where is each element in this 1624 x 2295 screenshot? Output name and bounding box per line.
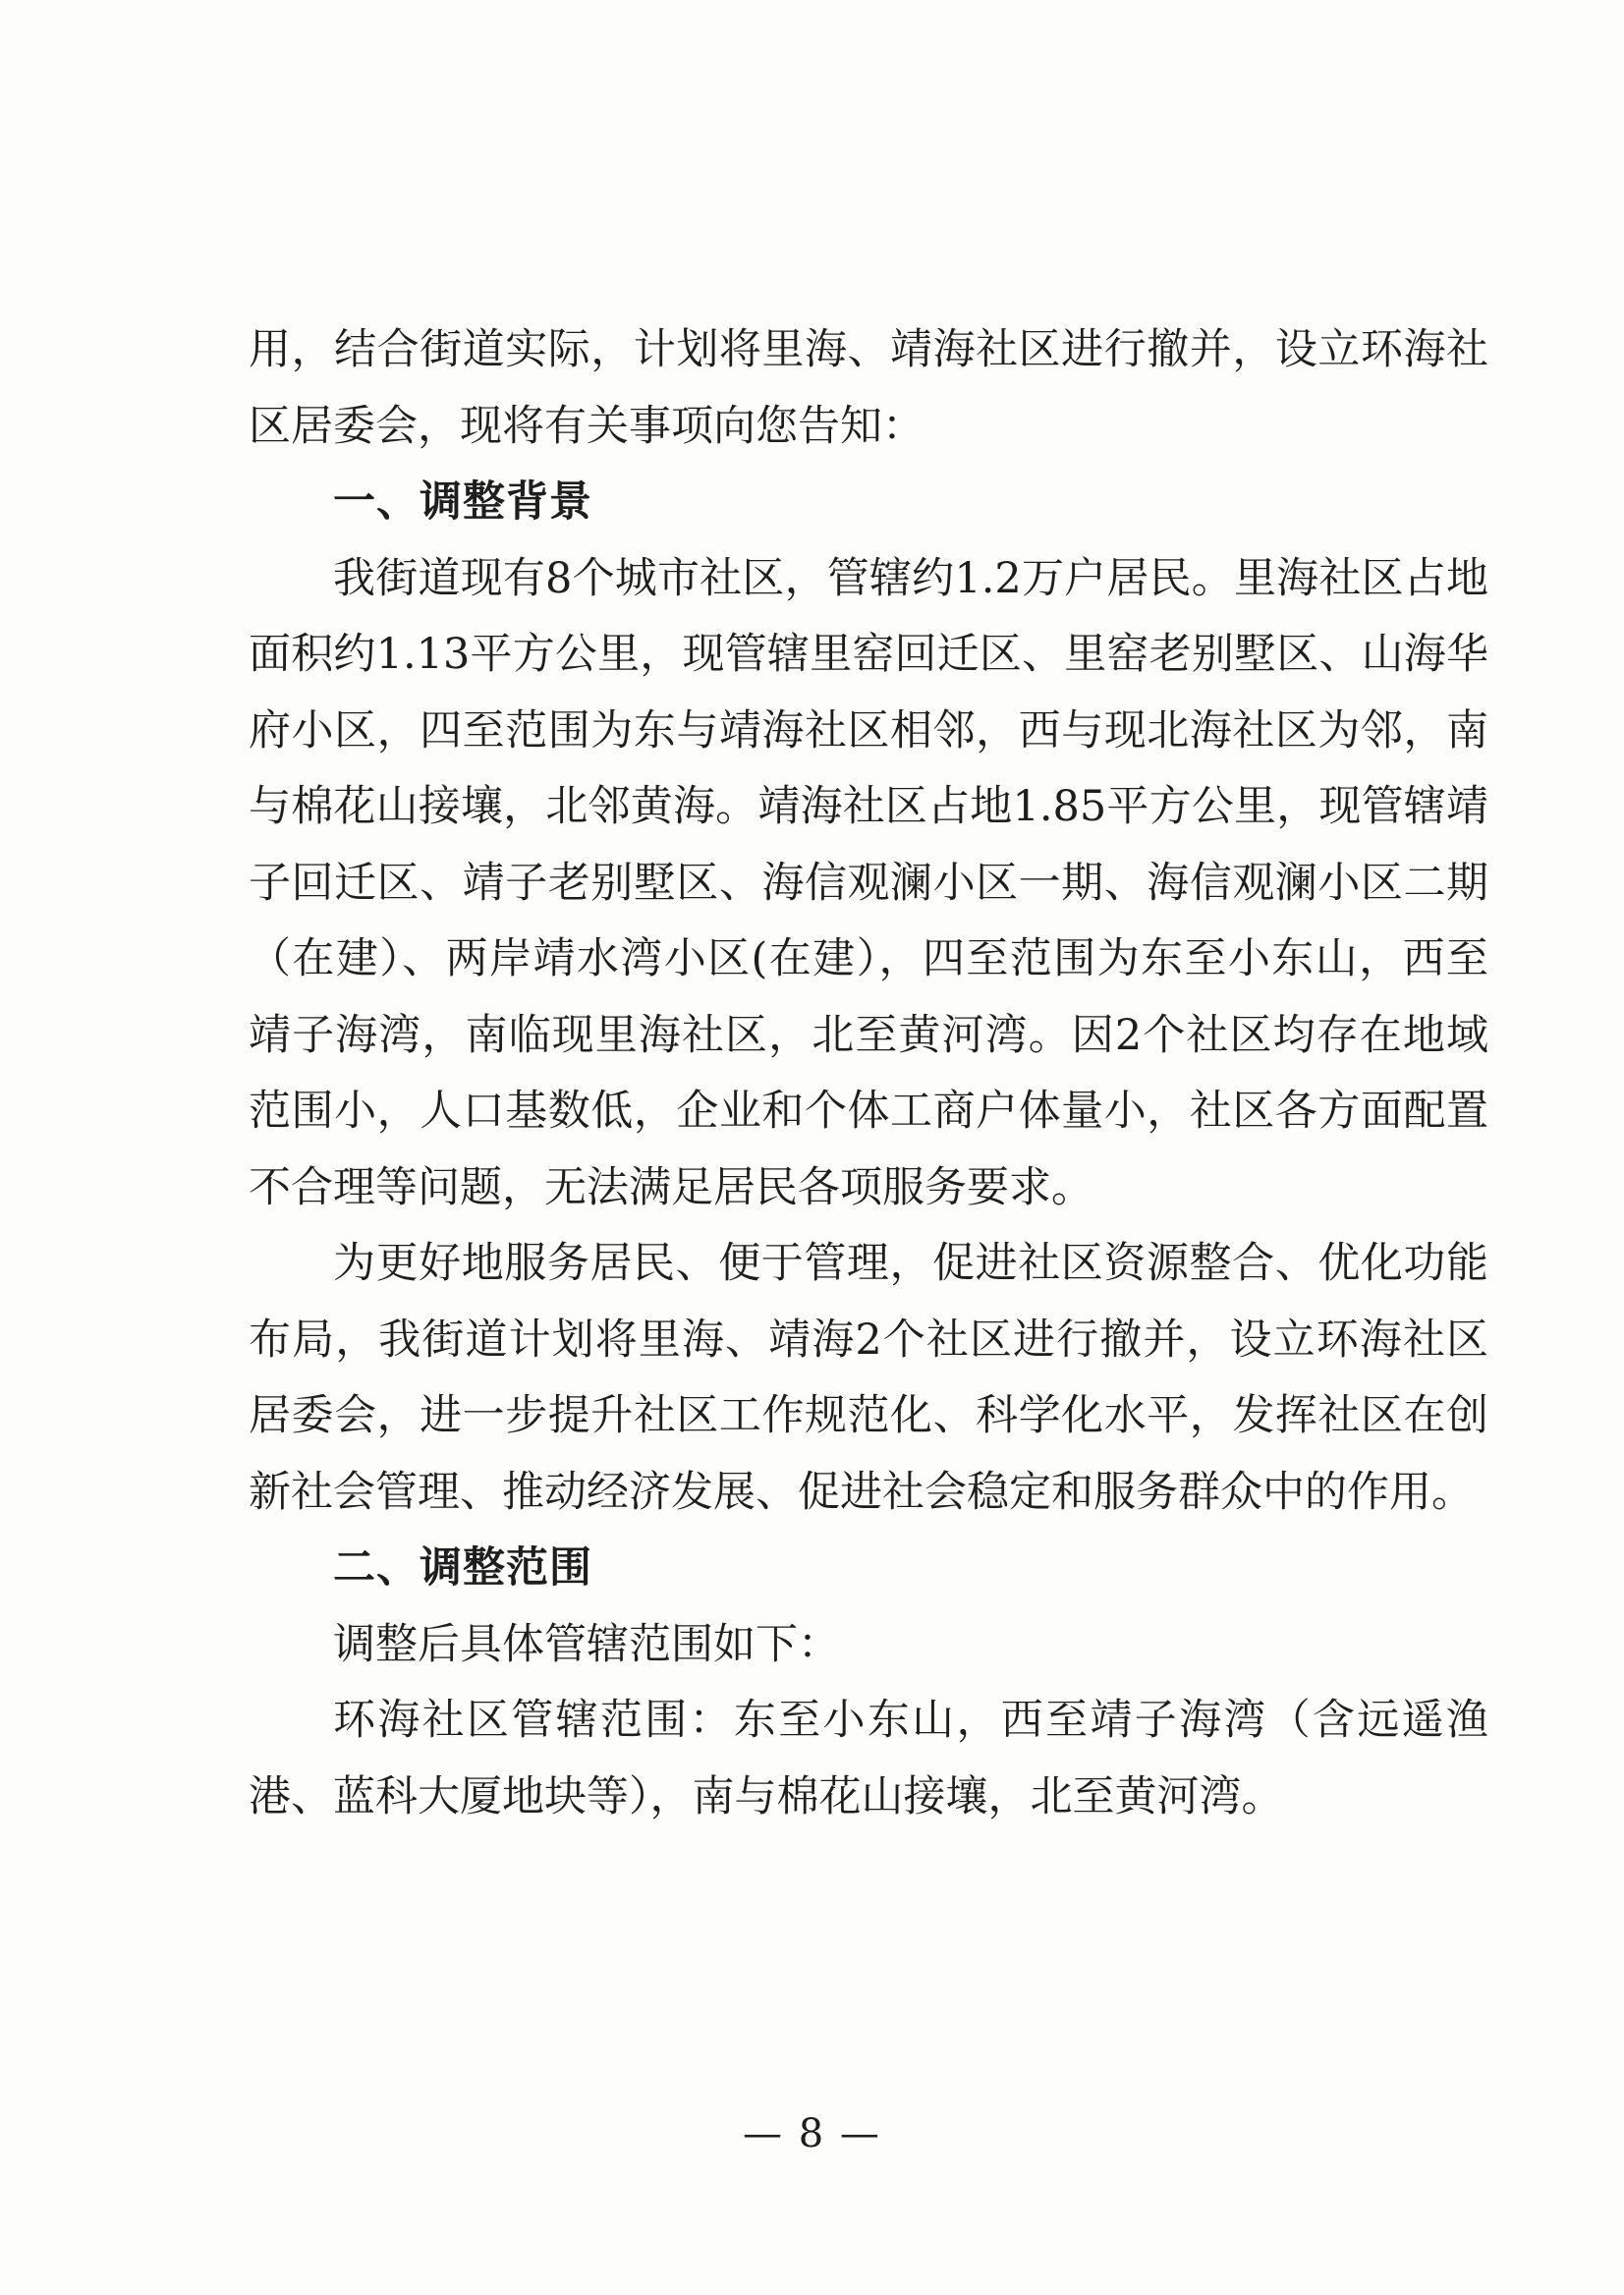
- section-heading-background: 一、调整背景: [333, 477, 592, 527]
- paragraph-scope-details: 环海社区管辖范围：东至小东山，西至靖子海湾（含远遥渔港、蓝科大厦地块等），南与棉花山接壤，北至黄河湾。: [249, 1696, 1488, 1821]
- paragraph-scope-intro: 调整后具体管辖范围如下：: [333, 1619, 840, 1669]
- paragraph-background-details: 我街道现有8个城市社区，管辖约1.2万户居民。里海社区占地面积约1.13平方公里，现管辖里窑回迁区、里窑老别墅区、山海华府小区，四至范围为东与靖海社区相邻，西与现北海社区为邻，南与棉花山接壤，北邻黄海。靖海社区占地1.85平方公里，现管辖靖子回迁区、靖子老别墅区、海信观澜小区一期、海信观澜小区二期（在建）、两岸靖水湾小区(在建），四至范围为东至小东山，西至靖子海湾，南临现里海社区，北至黄河湾。因2个社区均存在地域范围小，人口基数低，企业和个体工商户体量小，社区各方面配置不合理等问题，无法满足居民各项服务要求。: [249, 553, 1488, 1212]
- paragraph-adjustment-purpose: 为更好地服务居民、便于管理，促进社区资源整合、优化功能布局，我街道计划将里海、靖海2个社区进行撤并，设立环海社区居委会，进一步提升社区工作规范化、科学化水平，发挥社区在创新社会管理、推动经济发展、促进社会稳定和服务群众中的作用。: [249, 1239, 1488, 1517]
- document-body: [249, 312, 1488, 1835]
- section-heading-scope: 二、调整范围: [333, 1543, 592, 1593]
- paragraph-intro-continuation: 用，结合街道实际，计划将里海、靖海社区进行撤并，设立环海社区居委会，现将有关事项向您告知：: [249, 325, 1488, 451]
- page-number: — 8 —: [743, 2111, 881, 2156]
